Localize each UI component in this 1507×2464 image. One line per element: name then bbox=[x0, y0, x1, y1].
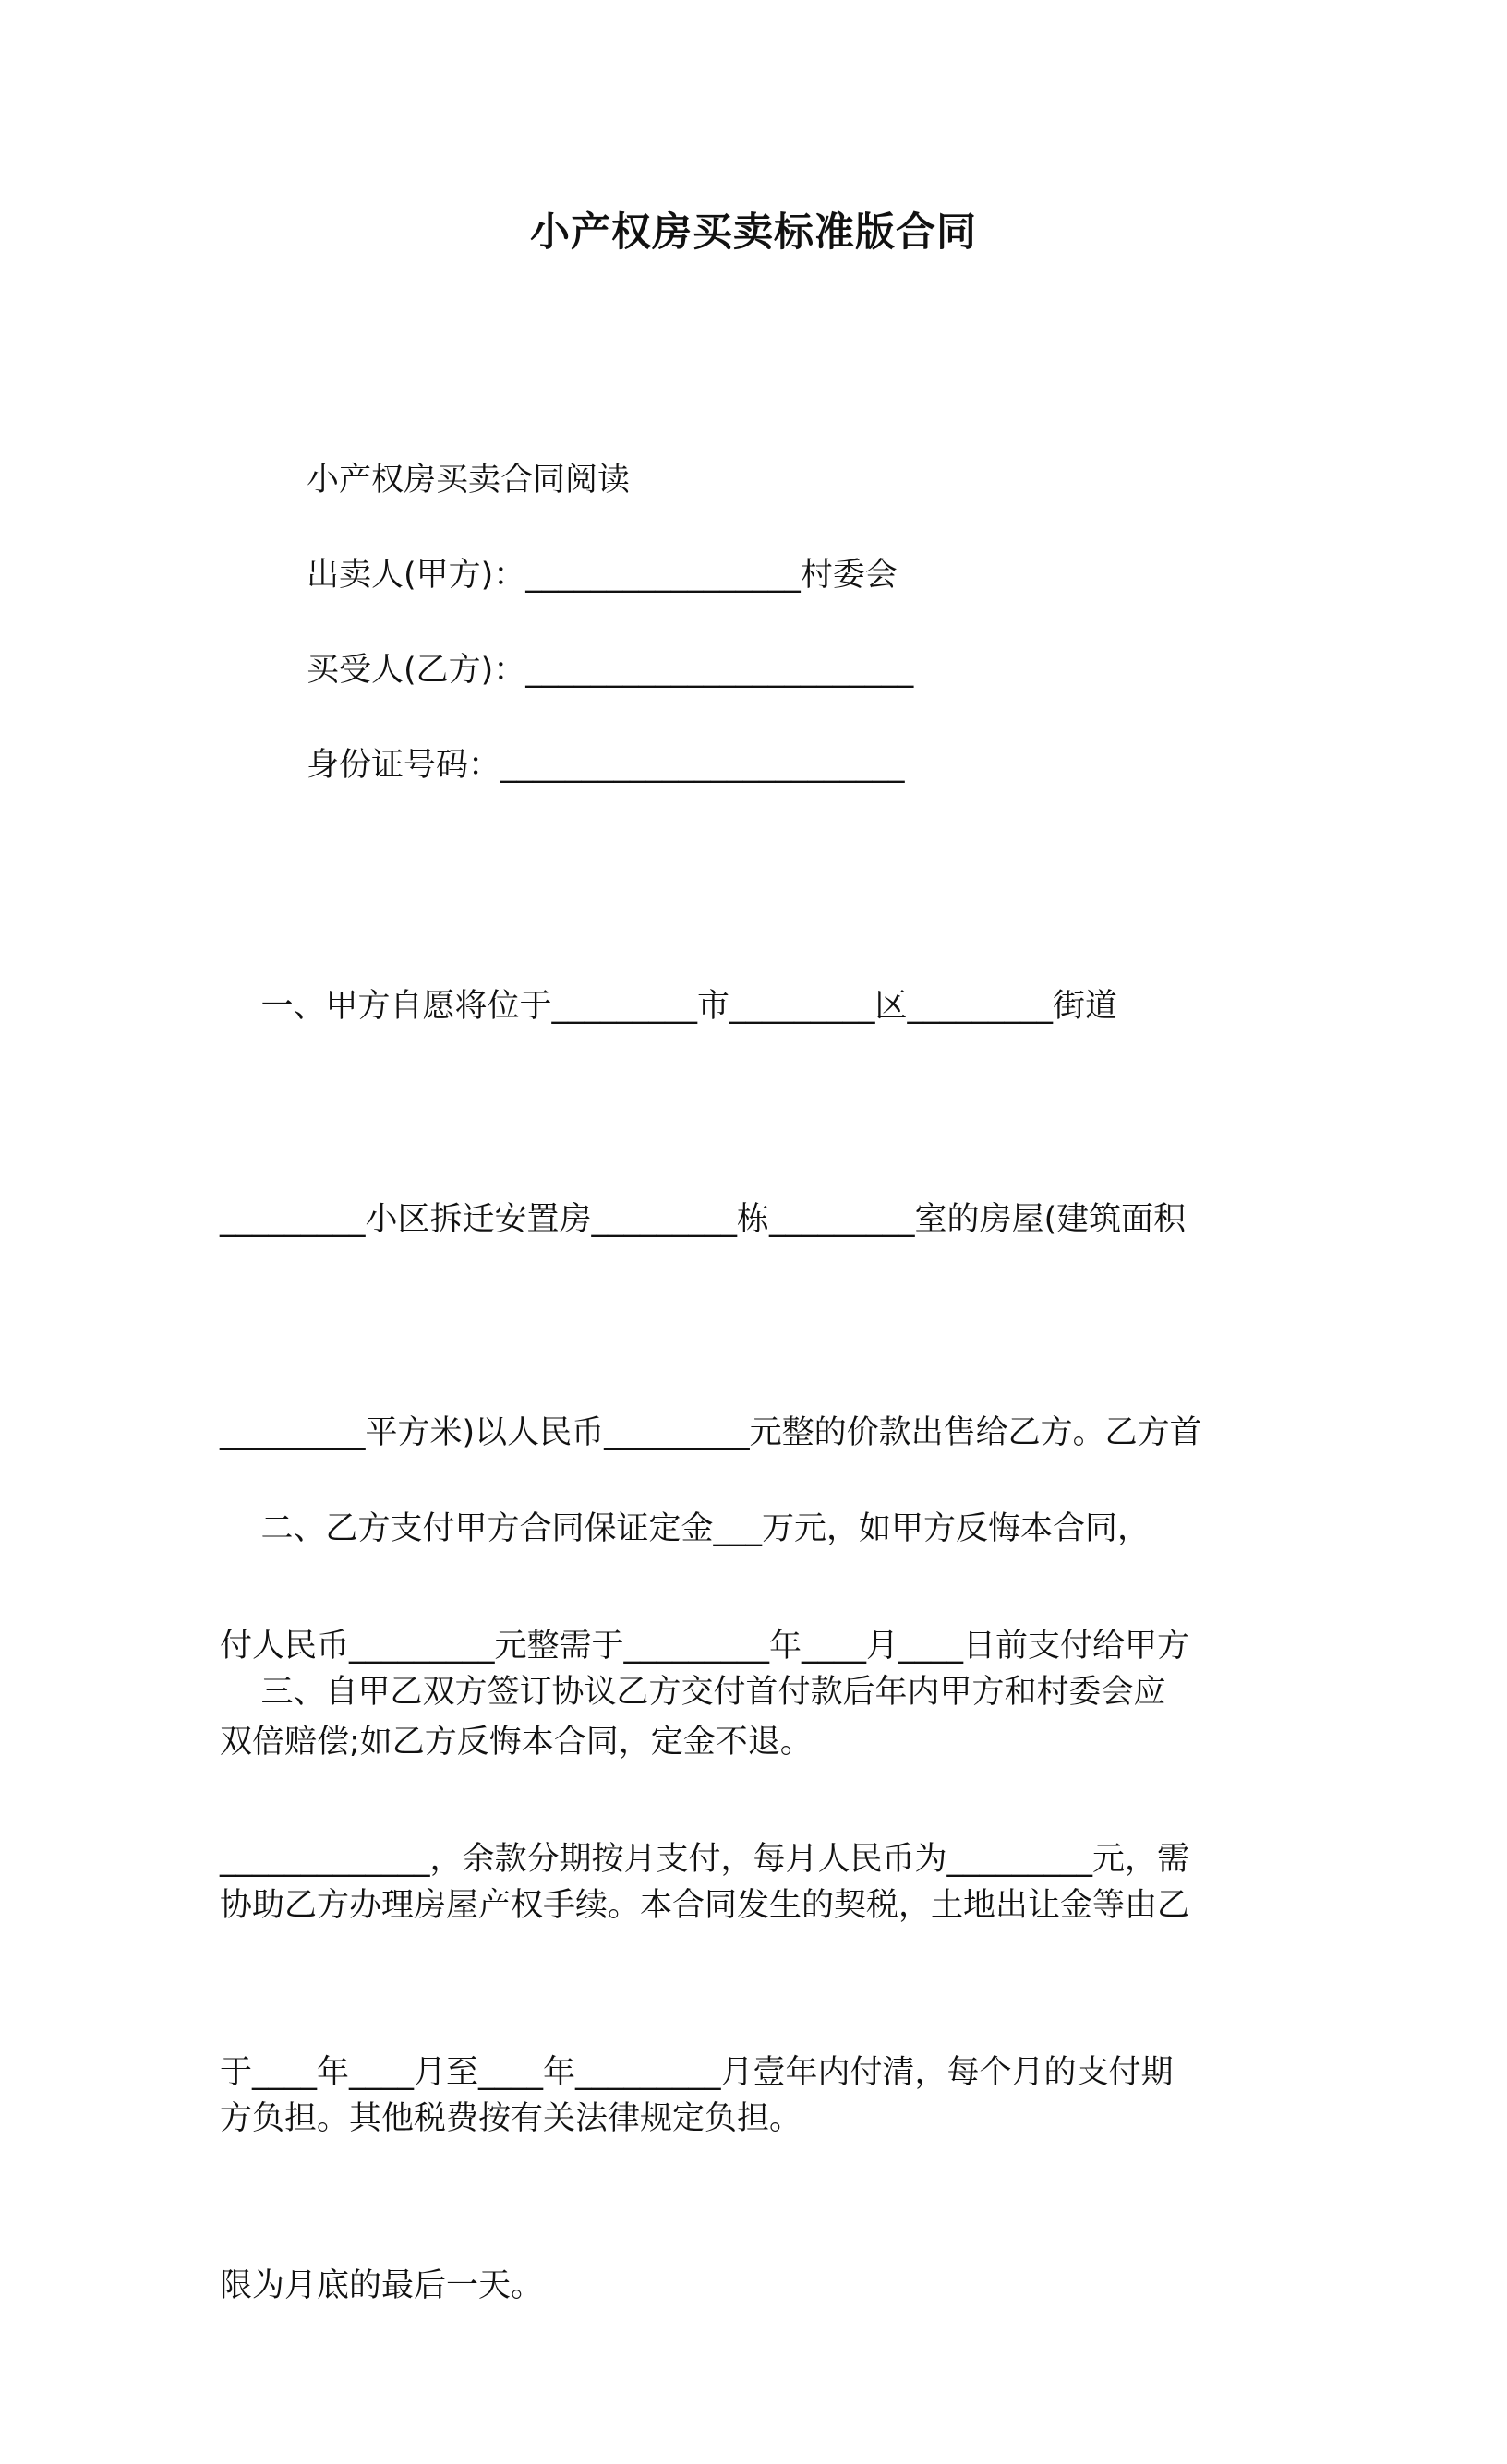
clause-line: _________小区拆迁安置房_________栋_________室的房屋(建筑面积 bbox=[220, 1201, 1187, 1238]
document-title: 小产权房买卖标准版合同 bbox=[530, 210, 977, 256]
clause-line: 双倍赔偿;如乙方反悔本合同，定金不退。 bbox=[220, 1724, 813, 1761]
clause-line: 方负担。其他税费按有关法律规定负担。 bbox=[220, 2100, 802, 2137]
clause-line: 限为月底的最后一天。 bbox=[220, 2267, 544, 2304]
clause-line: 于____年____月至____年_________月壹年内付清，每个月的支付期 bbox=[220, 2054, 1174, 2091]
clause-line: 付人民币_________元整需于_________年____月____日前支付给甲方 bbox=[220, 1628, 1190, 1665]
clause-line: 协助乙方办理房屋产权手续。本合同发生的契税，土地出让金等由乙 bbox=[220, 1887, 1190, 1924]
clause-line: 三、自甲乙双方签订协议乙方交付首付款后年内甲方和村委会应 bbox=[220, 1674, 1166, 1711]
clause-line: _________平方米)以人民币_________元整的价款出售给乙方。乙方首 bbox=[220, 1414, 1202, 1451]
id-number-field: 身份证号码：_________________________ bbox=[307, 747, 905, 784]
buyer-field: 买受人(乙方)：________________________ bbox=[307, 652, 914, 689]
clause-3 bbox=[220, 1515, 1272, 2297]
seller-field: 出卖人(甲方)：_________________村委会 bbox=[307, 557, 898, 594]
document-subtitle: 小产权房买卖合同阅读 bbox=[307, 462, 631, 499]
clause-line: _____________，余款分期按月支付，每月人民币为_________元，需 bbox=[220, 1841, 1190, 1878]
clause-line: 二、乙方支付甲方合同保证定金___万元，如甲方反悔本合同， bbox=[220, 1510, 1151, 1547]
clause-line: 一、甲方自愿将位于_________市_________区_________街道 bbox=[220, 988, 1118, 1025]
